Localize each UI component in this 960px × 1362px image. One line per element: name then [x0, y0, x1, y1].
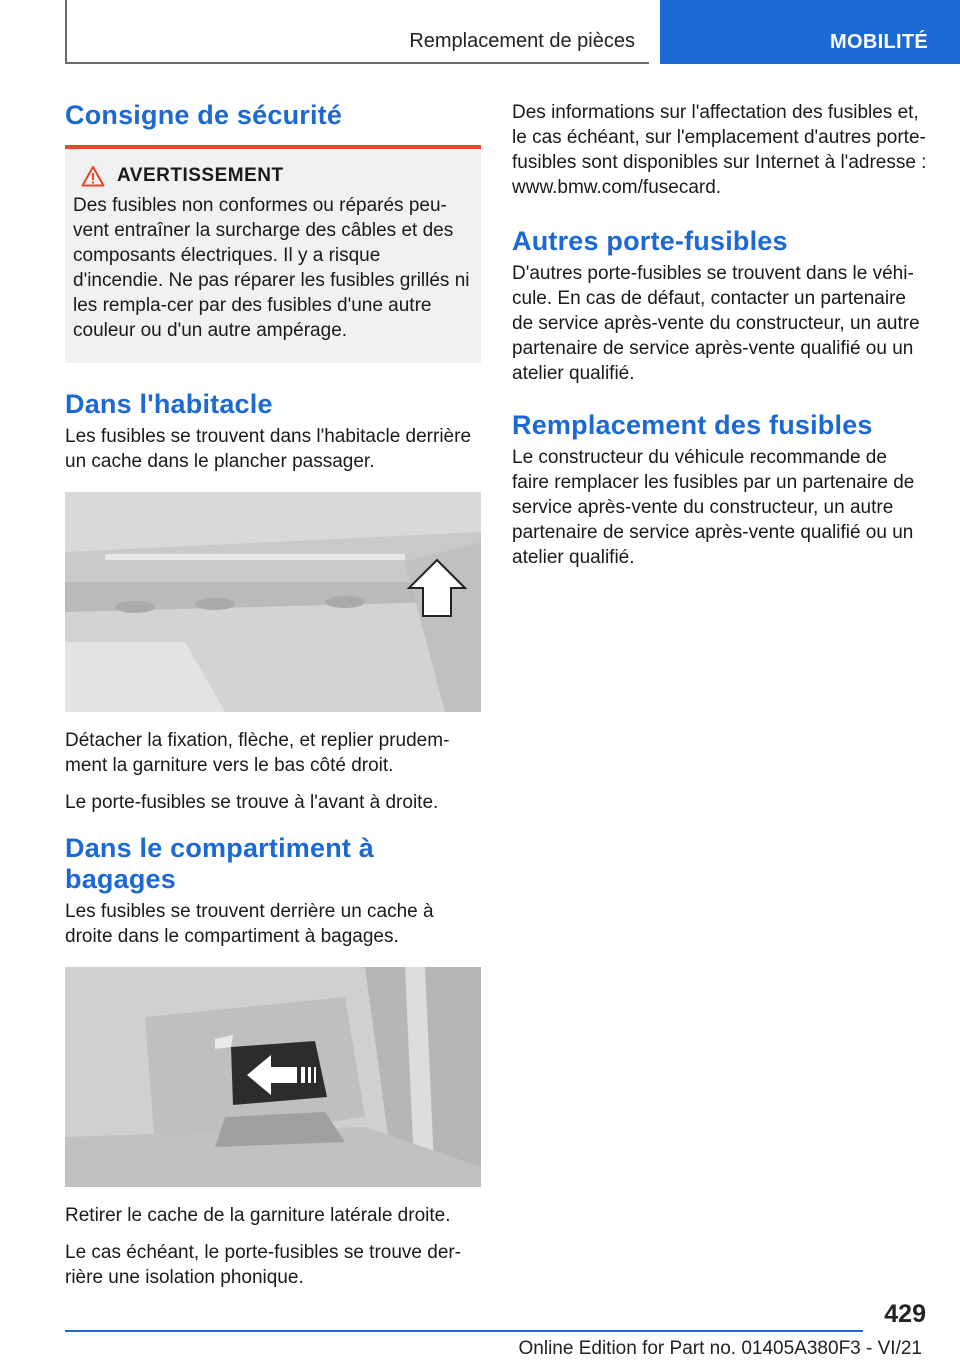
habitacle-illustration	[65, 492, 481, 712]
left-column	[65, 100, 481, 1290]
header-chapter-title: Remplacement de pièces	[409, 30, 635, 52]
header-chapter-box	[65, 0, 649, 64]
header-section-label: MOBILITÉ	[830, 31, 928, 53]
remplacement-heading: Remplacement des fusibles	[512, 410, 873, 440]
habitacle-figure	[65, 492, 481, 712]
footer-rule	[65, 1330, 863, 1332]
habitacle-text: Les fusibles se trouvent dans l'habitacle derrière un cache dans le plancher passager.	[65, 426, 472, 472]
warning-label: AVERTISSEMENT	[117, 165, 284, 186]
habitacle-heading: Dans l'habitacle	[65, 389, 273, 419]
bagages-figure	[65, 967, 481, 1187]
remplacement-text: Le constructeur du véhicule recommande de faire remplacer les fusibles par un partenaire de service après-vente du constructeur, un autre partenaire de service après-vente qualifié ou un atelier qualifié.	[512, 447, 915, 568]
bagages-step-1: Retirer le cache de la garniture latérale droite.	[65, 1205, 451, 1226]
habitacle-step-2: Le porte-fusibles se trouve à l'avant à droite.	[65, 792, 439, 813]
bagages-text: Les fusibles se trouvent derrière un cache à droite dans le compartiment à bagages.	[65, 901, 434, 947]
autres-text: D'autres porte-fusibles se trouvent dans le véhi-cule. En cas de défaut, contacter un partenaire de service après-vente du constructeur, un autre partenaire de service après-vente qualifié ou un atelier qualifié.	[512, 263, 920, 384]
safety-heading: Consigne de sécurité	[65, 100, 343, 130]
bagages-step-2: Le cas échéant, le porte-fusibles se trouve der-rière une isolation phonique.	[65, 1242, 462, 1288]
bagages-heading: Dans le compartiment à bagages	[65, 833, 374, 894]
warning-text: Des fusibles non conformes ou réparés peu-vent entraîner la surcharge des câbles et des composants électriques. Il y a risque d'incendie. Ne pas réparer les fusibles grillés ni les rempla-cer par des fusibles d'une autre couleur ou d'un autre ampérage.	[73, 195, 470, 341]
right-column	[512, 100, 928, 570]
bagages-illustration	[65, 967, 481, 1187]
warning-triangle-icon	[81, 165, 105, 187]
page-number: 429	[884, 1300, 926, 1328]
warning-box	[65, 149, 481, 363]
autres-heading: Autres porte-fusibles	[512, 226, 788, 256]
header-section-tab[interactable]	[660, 0, 960, 64]
fusecard-text: Des informations sur l'affectation des fusibles et, le cas échéant, sur l'emplacement d'autres porte-fusibles sont disponibles sur Internet à l'adresse : www.bmw.com/fusecard.	[512, 102, 927, 198]
footer-edition: Online Edition for Part no. 01405A380F3 - VI/21	[518, 1338, 922, 1359]
habitacle-step-1: Détacher la fixation, flèche, et replier prudem-ment la garniture vers le bas côté droit.	[65, 730, 450, 776]
